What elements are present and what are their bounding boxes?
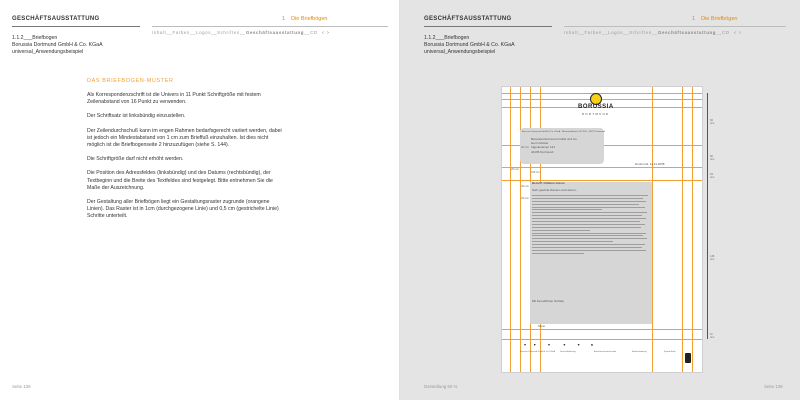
nav-arrows[interactable]: < > xyxy=(733,30,742,35)
right-info-num: 1.1.2 xyxy=(424,35,436,41)
right-footer: Seite 139 xyxy=(764,384,783,389)
footer-col: Sparda Bank xyxy=(664,351,676,353)
right-nav: Inhalt__Farben__Logos__Schriften__Geschäftsausstattung__CD < > xyxy=(564,30,742,35)
footer-col: Borussia Dortmund GmbH & Co. KGaA xyxy=(520,351,555,353)
paragraph: Die Position des Adressfeldes (linksbündig) und des Datums (rechtsbündig), der Textbeginn und die Breite des Textfeldes sind festgelegt. Bitte entnehmen Sie die Maße der Auszeichnung. xyxy=(87,170,273,191)
nav-farben[interactable]: Farben xyxy=(172,30,190,35)
address-line: Borussia Dortmund GmbH und Co. xyxy=(531,137,578,141)
dim-label: 25 mm xyxy=(511,168,519,171)
paragraph: Der Gestaltung aller Briefbögen liegt ein Gestaltungsraster zugrunde (orangene Linien). Das Raster ist in 1cm (durchgezogene Linie) und 0,5 cm (gestrichelte Linie) Schritte unterteilt. xyxy=(87,199,279,220)
right-info-sep: ___ xyxy=(435,35,445,41)
left-header-rule xyxy=(12,26,140,27)
left-info-sep: ___ xyxy=(23,35,33,41)
letter-body-lines xyxy=(532,195,648,256)
nav-active[interactable]: Geschäftsausstattung xyxy=(245,30,305,35)
letter-closing: Mit freundlichen Grüßen xyxy=(532,299,565,303)
right-chapter-num: 1 xyxy=(692,16,696,22)
right-header-rule-light xyxy=(564,26,786,27)
left-nav: Inhalt__Farben__Logos__Schriften__Geschäftsausstattung__CD < > xyxy=(152,30,330,35)
right-info-text: Briefbogen xyxy=(444,35,470,41)
dim-label: 45 mm xyxy=(521,185,529,188)
footer-col: Geschäftsführung xyxy=(560,351,576,353)
address-line: Ingeniereinen 121 xyxy=(531,145,556,150)
right-header-title: GESCHÄFTSAUSSTATTUNG xyxy=(424,16,512,22)
dim-label: 145 mm xyxy=(710,255,715,261)
nav-schriften[interactable]: Schriften xyxy=(217,30,240,35)
paragraph: Der Schriftsatz ist linksbündig einzustellen. xyxy=(87,113,186,120)
left-chapter xyxy=(282,16,327,22)
nav-inhalt[interactable]: Inhalt xyxy=(152,30,167,35)
letter-date: Dortmund, 11.11.2008 xyxy=(635,162,665,166)
left-chapter-num: 1 xyxy=(282,16,286,22)
dim-line xyxy=(707,93,708,339)
nav-arrows[interactable]: < > xyxy=(321,30,330,35)
footer-col: Bankverbindung xyxy=(632,351,647,353)
grid-line xyxy=(502,93,702,94)
address-line: Herrn Muster xyxy=(531,141,549,146)
right-chapter-label: Die Briefbögen xyxy=(701,16,738,22)
right-header-rule xyxy=(424,26,552,27)
nav-cd[interactable]: CD xyxy=(310,30,318,35)
dim-label: 25 mm xyxy=(521,197,529,200)
footer-col: Aufsichtsratsvorsitzender xyxy=(594,351,617,353)
left-header-title: GESCHÄFTSAUSSTATTUNG xyxy=(12,16,100,22)
letter-signature: Name xyxy=(538,325,545,328)
nav-farben[interactable]: Farben xyxy=(584,30,602,35)
nav-logos[interactable]: Logos xyxy=(608,30,624,35)
right-page xyxy=(400,0,800,400)
left-info xyxy=(12,35,103,56)
section-title: DAS BRIEFBOGEN-MUSTER xyxy=(87,78,174,84)
nav-active[interactable]: Geschäftsausstattung xyxy=(657,30,717,35)
grid-line xyxy=(502,167,702,168)
letter-salutation: Sehr geehrte Damen und Herren, xyxy=(532,188,577,192)
paragraph: Die Schriftgröße darf nicht erhöht werden. xyxy=(87,156,184,163)
paragraph: Als Korrespondenzschrift ist die Univers in 11 Punkt Schriftgröße mit festem Zeilenabstand von 16 Punkt zu verwenden. xyxy=(87,92,261,106)
dim-label: 15 mm xyxy=(710,173,715,179)
left-footer: Seite 138 xyxy=(12,384,31,389)
trophy-icon: ▾ xyxy=(563,342,566,347)
letter-subject: Betreff: Ottilium dolore xyxy=(532,181,565,185)
dim-label: 20 mm xyxy=(521,146,529,149)
right-footer-center: Darstellung 50 % xyxy=(424,384,458,389)
body-text xyxy=(87,92,287,228)
letter-sheet xyxy=(501,86,715,373)
logo-text: BORUSSIA xyxy=(578,104,614,110)
paragraph: Der Zeilendurchschuß kann im engen Rahmen bedarfsgerecht variiert werden, dabei ist jedoch ein Mindestabstand von 1 cm zum Brieffuß einzuhalten. Ist dies nicht möglich ist die Briefbogenseite 2 hinzuzufügen (siehe S. 144). xyxy=(87,127,282,149)
dim-label: 50 mm xyxy=(710,155,715,161)
right-chapter xyxy=(692,16,737,22)
left-chapter-label: Die Briefbögen xyxy=(291,16,328,22)
sender-line: Borussia Dortmund GmbH & Co. KGaA · Rheinlanddamm 207-209 · 44137 Dortmund xyxy=(522,131,605,133)
address-line: 44135 Dortmund xyxy=(531,149,554,154)
right-info-company: Borussia Dortmund GmbH & Co. KGaA xyxy=(424,42,515,48)
dim-label: 105 mm xyxy=(531,171,541,174)
dim-label: 11 mm xyxy=(710,333,715,339)
left-info-text: Briefbogen xyxy=(32,35,58,41)
grid-line xyxy=(502,329,702,330)
logo-subtitle: DORTMUND xyxy=(582,112,610,116)
dim-label: 60 mm xyxy=(710,119,715,125)
trophy-icon: ▾ xyxy=(548,342,551,347)
right-info-variant: universal_Anwendungsbeispiel xyxy=(424,49,496,55)
address-block xyxy=(531,137,578,154)
grid-line xyxy=(502,339,702,340)
left-info-company: Borussia Dortmund GmbH & Co. KGaA xyxy=(12,42,103,48)
nav-logos[interactable]: Logos xyxy=(196,30,212,35)
partner-icon: ● xyxy=(590,342,594,347)
cert-badge-icon xyxy=(685,353,691,363)
grid-line xyxy=(502,99,702,100)
nav-schriften[interactable]: Schriften xyxy=(629,30,652,35)
trophy-icon: ▾ xyxy=(524,342,527,347)
trophy-icon: ▾ xyxy=(577,342,580,347)
nav-cd[interactable]: CD xyxy=(722,30,730,35)
trophy-icon: ▾ xyxy=(533,342,536,347)
nav-inhalt[interactable]: Inhalt xyxy=(564,30,579,35)
left-info-num: 1.1.2 xyxy=(12,35,24,41)
footer-icons xyxy=(524,342,593,347)
right-info xyxy=(424,35,515,56)
left-info-variant: universal_Anwendungsbeispiel xyxy=(12,49,84,55)
left-header-rule-light xyxy=(152,26,388,27)
